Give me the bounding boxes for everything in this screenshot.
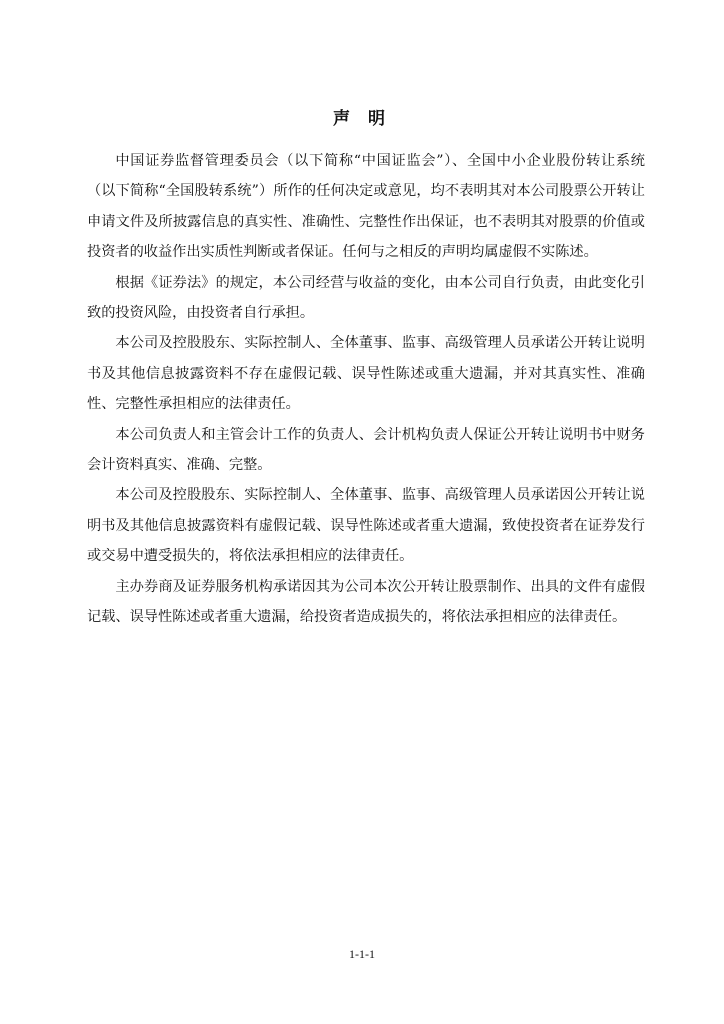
paragraph-broker-commitment: 主办券商及证券服务机构承诺因其为公司本次公开转让股票制作、出具的文件有虚假记载、误导性陈述或者重大遗漏，给投资者造成损失的，将依法承担相应的法律责任。 bbox=[87, 578, 645, 626]
paragraph-csrc-disclaimer: 中国证券监督管理委员会（以下简称“中国证监会”）、全国中小企业股份转让系统（以下简称“全国股转系统”）所作的任何决定或意见，均不表明其对本公司股票公开转让申请文件及所披露信息的真实性、准确性、完整性作出保证，也不表明其对股票的价值或投资者的收益作出实质性判断或者保证。任何与之相反的声明均属虚假不实陈述。 bbox=[87, 153, 645, 261]
paragraph-securities-law: 根据《证券法》的规定，本公司经营与收益的变化，由本公司自行负责，由此变化引致的投资风险，由投资者自行承担。 bbox=[87, 274, 645, 322]
page-number: 1-1-1 bbox=[349, 947, 375, 961]
paragraph-financial-guarantee: 本公司负责人和主管会计工作的负责人、会计机构负责人保证公开转让说明书中财务会计资料真实、准确、完整。 bbox=[87, 426, 645, 474]
declaration-body bbox=[87, 146, 645, 633]
page-title: 声 明 bbox=[333, 109, 391, 129]
paragraph-company-commitment: 本公司及控股股东、实际控制人、全体董事、监事、高级管理人员承诺公开转让说明书及其他信息披露资料不存在虚假记载、误导性陈述或重大遗漏，并对其真实性、准确性、完整性承担相应的法律责任。 bbox=[87, 335, 645, 413]
paragraph-liability-commitment: 本公司及控股股东、实际控制人、全体董事、监事、高级管理人员承诺因公开转让说明书及其他信息披露资料有虚假记载、误导性陈述或者重大遗漏，致使投资者在证券发行或交易中遭受损失的，将依法承担相应的法律责任。 bbox=[87, 487, 645, 565]
